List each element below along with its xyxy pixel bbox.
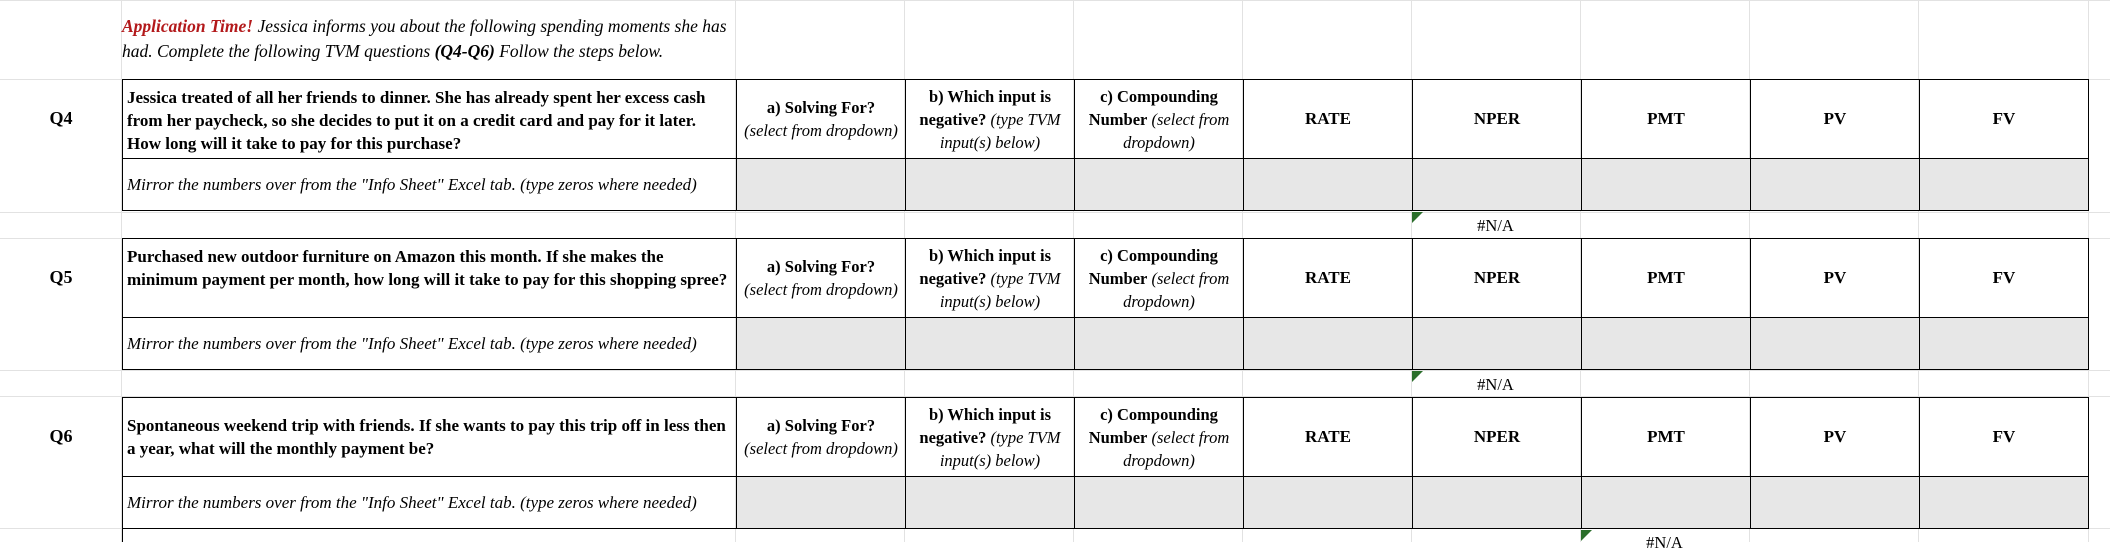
- pv-header: PV: [1750, 80, 1919, 158]
- negative-input-cell[interactable]: [905, 477, 1074, 528]
- rate-input-cell[interactable]: [1243, 477, 1412, 528]
- rate-header: RATE: [1243, 239, 1412, 317]
- fv-input-cell[interactable]: [1919, 159, 2089, 210]
- mirror-instructions: Mirror the numbers over from the "Info Sheet" Excel tab. (type zeros where needed): [122, 318, 736, 369]
- mirror-instructions: Mirror the numbers over from the "Info Sheet" Excel tab. (type zeros where needed): [122, 159, 736, 210]
- input-row: [122, 318, 2089, 370]
- pv-input-cell[interactable]: [1750, 159, 1919, 210]
- negative-input-cell[interactable]: [905, 159, 1074, 210]
- fv-header: FV: [1919, 80, 2089, 158]
- result-cell-q5[interactable]: #N/A: [1477, 375, 1514, 394]
- pmt-input-cell[interactable]: [1581, 318, 1750, 369]
- rate-input-cell[interactable]: [1243, 318, 1412, 369]
- instructions-text: [122, 14, 734, 64]
- rate-header: RATE: [1243, 80, 1412, 158]
- compounding-dropdown-cell[interactable]: [1074, 477, 1243, 528]
- compounding-dropdown-cell[interactable]: [1074, 159, 1243, 210]
- mirror-instructions: Mirror the numbers over from the "Info Sheet" Excel tab. (type zeros where needed): [122, 477, 736, 528]
- nper-input-cell[interactable]: [1412, 318, 1581, 369]
- rate-header: RATE: [1243, 398, 1412, 476]
- question-label-q6: Q6: [49, 426, 73, 446]
- pv-header: PV: [1750, 239, 1919, 317]
- compounding-header: c) Compounding Number (select from dropdown): [1074, 80, 1243, 158]
- result-cell-q4[interactable]: #N/A: [1477, 216, 1514, 235]
- nper-header: NPER: [1412, 80, 1581, 158]
- pmt-header: PMT: [1581, 239, 1750, 317]
- negative-input-header: b) Which input is negative? (type TVM input(s) below): [905, 398, 1074, 476]
- compounding-header: c) Compounding Number (select from dropdown): [1074, 398, 1243, 476]
- solving-for-dropdown-cell[interactable]: [736, 477, 905, 528]
- compounding-header: c) Compounding Number (select from dropdown): [1074, 239, 1243, 317]
- header-row: [122, 79, 2089, 159]
- solving-for-header: a) Solving For? (select from dropdown): [736, 239, 905, 317]
- fv-input-cell[interactable]: [1919, 318, 2089, 369]
- question-text: Spontaneous weekend trip with friends. If she wants to pay this trip off in less then a year, what will the monthly payment be?: [122, 398, 736, 476]
- negative-input-header: b) Which input is negative? (type TVM input(s) below): [905, 80, 1074, 158]
- question-label-q4: Q4: [49, 108, 73, 128]
- question-text: Purchased new outdoor furniture on Amazon this month. If she makes the minimum payment per month, how long will it take to pay for this shopping spree?: [122, 239, 736, 317]
- question-range: (Q4-Q6): [434, 41, 495, 61]
- question-text: Jessica treated of all her friends to dinner. She has already spent her excess cash from her paycheck, so she decides to put it on a credit card and pay for it later. How long will it take to pay for this purchase?: [122, 80, 736, 158]
- pmt-header: PMT: [1581, 80, 1750, 158]
- header-row: [122, 397, 2089, 477]
- solving-for-header: a) Solving For? (select from dropdown): [736, 398, 905, 476]
- input-row: [122, 159, 2089, 211]
- solving-for-dropdown-cell[interactable]: [736, 318, 905, 369]
- result-cell-q6[interactable]: #N/A: [1646, 533, 1683, 552]
- pv-input-cell[interactable]: [1750, 477, 1919, 528]
- rate-input-cell[interactable]: [1243, 159, 1412, 210]
- fv-input-cell[interactable]: [1919, 477, 2089, 528]
- instructions-part-1: Jessica informs you about the following spending moments she has had. Complete the following TVM questions: [122, 16, 727, 61]
- header-row: [122, 238, 2089, 318]
- solving-for-dropdown-cell[interactable]: [736, 159, 905, 210]
- input-row: [122, 477, 2089, 529]
- negative-input-cell[interactable]: [905, 318, 1074, 369]
- pmt-input-cell[interactable]: [1581, 159, 1750, 210]
- table-border: [122, 529, 123, 542]
- fv-header: FV: [1919, 398, 2089, 476]
- instructions-part-2: Follow the steps below.: [494, 41, 664, 61]
- nper-input-cell[interactable]: [1412, 477, 1581, 528]
- pmt-input-cell[interactable]: [1581, 477, 1750, 528]
- pv-input-cell[interactable]: [1750, 318, 1919, 369]
- pmt-header: PMT: [1581, 398, 1750, 476]
- compounding-dropdown-cell[interactable]: [1074, 318, 1243, 369]
- fv-header: FV: [1919, 239, 2089, 317]
- nper-header: NPER: [1412, 239, 1581, 317]
- question-label-q5: Q5: [49, 267, 73, 287]
- application-time-lead: Application Time!: [122, 16, 254, 36]
- solving-for-header: a) Solving For? (select from dropdown): [736, 80, 905, 158]
- nper-input-cell[interactable]: [1412, 159, 1581, 210]
- negative-input-header: b) Which input is negative? (type TVM input(s) below): [905, 239, 1074, 317]
- pv-header: PV: [1750, 398, 1919, 476]
- nper-header: NPER: [1412, 398, 1581, 476]
